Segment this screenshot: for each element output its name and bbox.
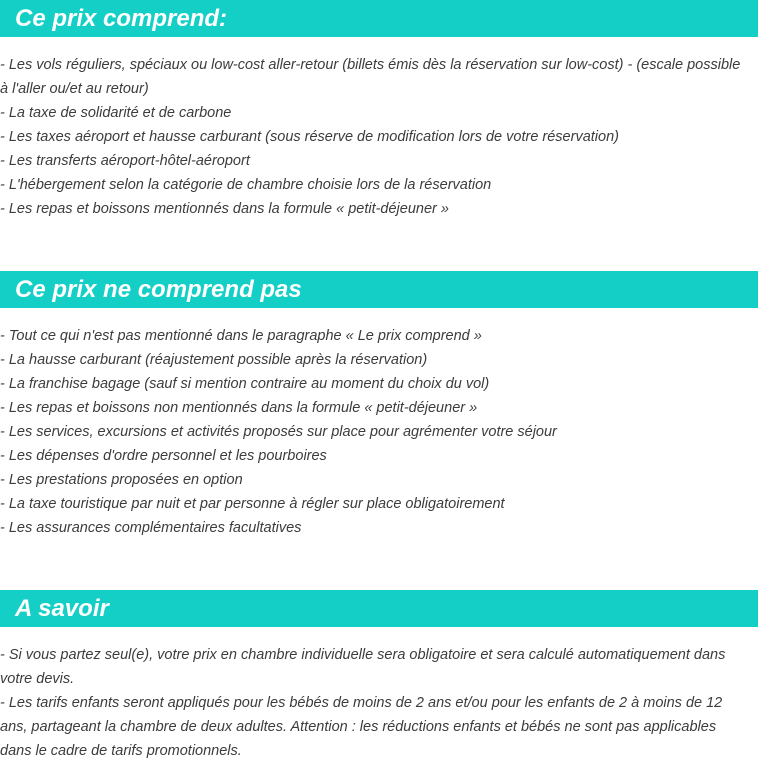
list-item: - Les repas et boissons mentionnés dans la formule « petit-déjeuner » [0,201,449,217]
section-body [0,53,758,221]
section-body [0,643,758,763]
list-item: - Si vous partez seul(e), votre prix en chambre individuelle sera obligatoire et sera calculé automatiquement dans votre devis. [0,647,726,687]
list-item: - L'hébergement selon la catégorie de chambre choisie lors de la réservation [0,177,492,193]
section-body [0,324,758,540]
section-title: Ce prix comprend: [15,4,228,32]
list-item: - La taxe de solidarité et de carbone [0,105,232,121]
list-item: - La hausse carburant (réajustement possible après la réservation) [0,352,428,368]
section-header [0,0,758,37]
list-item: - Les assurances complémentaires facultatives [0,520,302,536]
section-good-to-know [0,590,758,763]
list-item: - Tout ce qui n'est pas mentionné dans le paragraphe « Le prix comprend » [0,328,482,344]
list-item: - Les transferts aéroport-hôtel-aéroport [0,153,250,169]
list-item: - Les repas et boissons non mentionnés dans la formule « petit-déjeuner » [0,400,478,416]
section-title: A savoir [15,594,109,622]
list-item: - Les prestations proposées en option [0,472,243,488]
list-item: - Les taxes aéroport et hausse carburant (sous réserve de modification lors de votre réservation) [0,129,619,145]
list-item: - Les vols réguliers, spéciaux ou low-cost aller-retour (billets émis dès la réservation sur low-cost) - (escale possible à l'aller ou/et au retour) [0,57,741,97]
section-price-excludes [0,271,758,540]
list-item: - La taxe touristique par nuit et par personne à régler sur place obligatoirement [0,496,505,512]
section-header [0,271,758,308]
list-item: - La franchise bagage (sauf si mention contraire au moment du choix du vol) [0,376,490,392]
list-item: - Les tarifs enfants seront appliqués pour les bébés de moins de 2 ans et/ou pour les enfants de 2 à moins de 12 ans, partageant la chambre de deux adultes. Attention : les réductions enfants et bébés ne sont pas applicables dans le cadre de tarifs promotionnels. [0,695,723,759]
list-item: - Les services, excursions et activités proposés sur place pour agrémenter votre séjour [0,424,557,440]
section-header [0,590,758,627]
list-item: - Les dépenses d'ordre personnel et les pourboires [0,448,327,464]
section-price-includes [0,0,758,221]
section-title: Ce prix ne comprend pas [15,275,302,303]
